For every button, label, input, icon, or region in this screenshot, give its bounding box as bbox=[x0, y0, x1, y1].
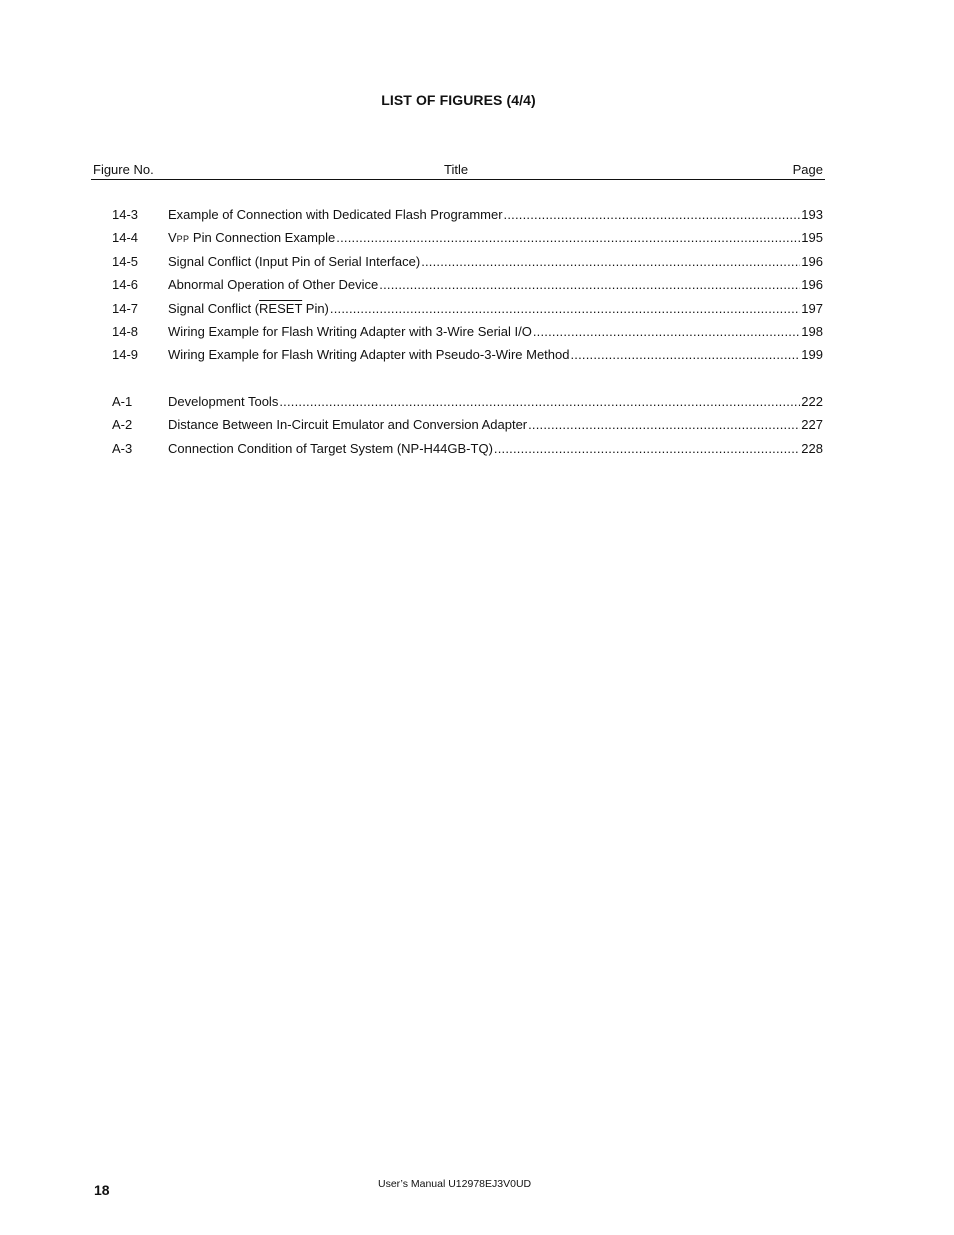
list-item[interactable] bbox=[0, 230, 954, 253]
column-header bbox=[91, 160, 825, 180]
page-number: 196 bbox=[801, 277, 823, 293]
figure-title: Distance Between In-Circuit Emulator and Conversion Adapter bbox=[168, 417, 528, 433]
page-number: 193 bbox=[801, 207, 823, 222]
list-item[interactable] bbox=[0, 254, 954, 277]
page-number: 199 bbox=[801, 347, 823, 363]
title-text: Signal Conflict ( bbox=[168, 300, 260, 316]
figure-number: A-2 bbox=[112, 417, 133, 433]
figure-title: Connection Condition of Target System (NP-H44GB-TQ) bbox=[168, 440, 493, 456]
list-item[interactable] bbox=[0, 417, 954, 440]
page-number: 197 bbox=[801, 300, 823, 316]
header-figure-no: Figure No. bbox=[93, 162, 154, 177]
dot-leader bbox=[504, 207, 801, 223]
header-page: Page bbox=[792, 162, 823, 177]
figure-title: Wiring Example for Flash Writing Adapter with Pseudo-3-Wire Method bbox=[168, 347, 570, 363]
dot-leader bbox=[379, 277, 800, 293]
list-item[interactable] bbox=[0, 301, 954, 324]
figure-number: 14-4 bbox=[112, 230, 139, 246]
title-subscript: PP bbox=[176, 234, 190, 245]
figure-number: 14-5 bbox=[112, 253, 139, 269]
figure-title: Development Tools bbox=[168, 394, 279, 409]
list-item[interactable] bbox=[0, 277, 954, 300]
title-text: Pin Connection Example bbox=[189, 230, 336, 246]
page-number: 228 bbox=[801, 440, 823, 456]
page-number: 198 bbox=[801, 323, 823, 339]
page-number: 227 bbox=[801, 417, 823, 433]
dot-leader bbox=[533, 324, 800, 340]
page-number: 195 bbox=[801, 230, 823, 246]
figure-number: 14-3 bbox=[112, 207, 139, 222]
list-item[interactable] bbox=[0, 207, 954, 230]
figure-number: 14-8 bbox=[112, 323, 139, 339]
dot-leader bbox=[494, 441, 800, 457]
figure-group-appendix bbox=[0, 394, 954, 464]
figure-number: A-3 bbox=[112, 440, 133, 456]
page-number: 222 bbox=[801, 394, 823, 409]
dot-leader bbox=[421, 254, 800, 270]
figure-title: Signal Conflict (Input Pin of Serial Interface) bbox=[168, 253, 421, 269]
title-overline: RESET bbox=[259, 300, 303, 316]
dot-leader bbox=[528, 417, 800, 433]
title-prefix: V bbox=[168, 230, 177, 246]
list-item[interactable] bbox=[0, 324, 954, 347]
figure-title: Wiring Example for Flash Writing Adapter with 3-Wire Serial I/O bbox=[168, 323, 532, 339]
figure-number: 14-9 bbox=[112, 347, 139, 363]
dot-leader bbox=[570, 347, 800, 363]
figure-title bbox=[168, 301, 329, 317]
footer-manual-id: User’s Manual U12978EJ3V0UD bbox=[378, 1178, 532, 1190]
figure-number: 14-6 bbox=[112, 277, 139, 293]
figure-title bbox=[168, 230, 335, 247]
dot-leader bbox=[330, 301, 800, 317]
header-title: Title bbox=[444, 162, 469, 177]
figure-title: Example of Connection with Dedicated Flash Programmer bbox=[168, 207, 503, 222]
dot-leader bbox=[279, 394, 800, 410]
figure-number: A-1 bbox=[112, 394, 133, 409]
list-item[interactable] bbox=[0, 347, 954, 370]
figure-number: 14-7 bbox=[112, 300, 139, 316]
list-item[interactable] bbox=[0, 441, 954, 464]
footer-page-number: 18 bbox=[94, 1182, 110, 1198]
figure-group-14 bbox=[0, 207, 954, 371]
page-number: 196 bbox=[801, 253, 823, 269]
figure-title: Abnormal Operation of Other Device bbox=[168, 277, 379, 293]
title-suffix: Pin) bbox=[302, 300, 329, 316]
list-item[interactable] bbox=[0, 394, 954, 417]
dot-leader bbox=[336, 230, 800, 246]
page-title: LIST OF FIGURES (4/4) bbox=[381, 92, 536, 108]
